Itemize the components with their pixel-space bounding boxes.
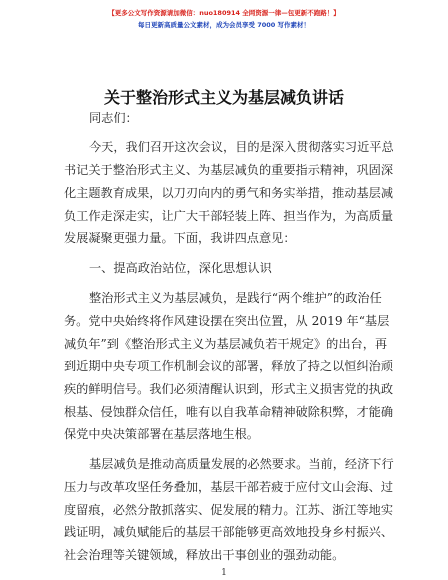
paragraph-line: 化主题教育成果，以刀刃向内的勇气和务实举措，推动基层减 bbox=[64, 186, 394, 200]
paragraph-line: 根基、侵蚀群众信任，唯有以自我革命精神破除积弊，才能确 bbox=[64, 405, 394, 419]
paragraph-line: 基层减负是推动高质量发展的必然要求。当前，经济下行 bbox=[89, 457, 394, 471]
paragraph-line: 践证明，减负赋能后的基层干部能够更高效地投身乡村振兴、 bbox=[64, 525, 394, 539]
paragraph-line: 今天，我们召开这次会议，目的是深入贯彻落实习近平总 bbox=[89, 140, 394, 154]
document-title: 关于整治形式主义为基层减负讲话 bbox=[103, 88, 344, 107]
paragraph-line: 整治形式主义为基层减负，是践行“两个维护”的政治任 bbox=[89, 291, 382, 305]
paragraph-line: 书记关于整治形式主义、为基层减负的重要指示精神，巩固深 bbox=[64, 163, 394, 177]
promo-banner-line-1: 【更多公文写作资源请加微信：nuo180914 全网资源一律—包更新不跑路！】 bbox=[108, 9, 340, 17]
page-number: 1 bbox=[221, 568, 227, 578]
paragraph-line: 到近期中央专项工作机制会议的部署，释放了持之以恒纠治顽 bbox=[64, 359, 394, 373]
promo-banner-line-2: 每日更新高质量公文素材，成为会员享受 7000 写作素材！ bbox=[137, 21, 311, 29]
paragraph-line: 疾的鲜明信号。我们必须清醒认识到，形式主义损害党的执政 bbox=[64, 382, 394, 396]
paragraph-line: 保党中央决策部署在基层落地生根。 bbox=[64, 427, 259, 441]
paragraph-line: 社会治理等关键领域，释放出干事创业的强劲动能。 bbox=[64, 548, 345, 562]
paragraph-line: 度留痕，必然分散抓落实、促发展的精力。江苏、浙江等地实 bbox=[64, 503, 394, 517]
paragraph-line: 务。党中央始终将作风建设摆在突出位置，从 2019 年“基层 bbox=[64, 314, 390, 328]
paragraph-line: 减负年”到《整治形式主义为基层减负若干规定》的出台，再 bbox=[64, 337, 388, 351]
salutation: 同志们： bbox=[89, 111, 138, 125]
paragraph-line: 压力与改革攻坚任务叠加，基层干部若疲于应付文山会海、过 bbox=[64, 480, 394, 494]
section-heading: 一、提高政治站位，深化思想认识 bbox=[89, 261, 272, 275]
paragraph-line: 发展凝聚更强力量。下面，我讲四点意见： bbox=[64, 231, 296, 245]
paragraph-line: 负工作走深走实，让广大干部轻装上阵、担当作为，为高质量 bbox=[64, 209, 394, 223]
